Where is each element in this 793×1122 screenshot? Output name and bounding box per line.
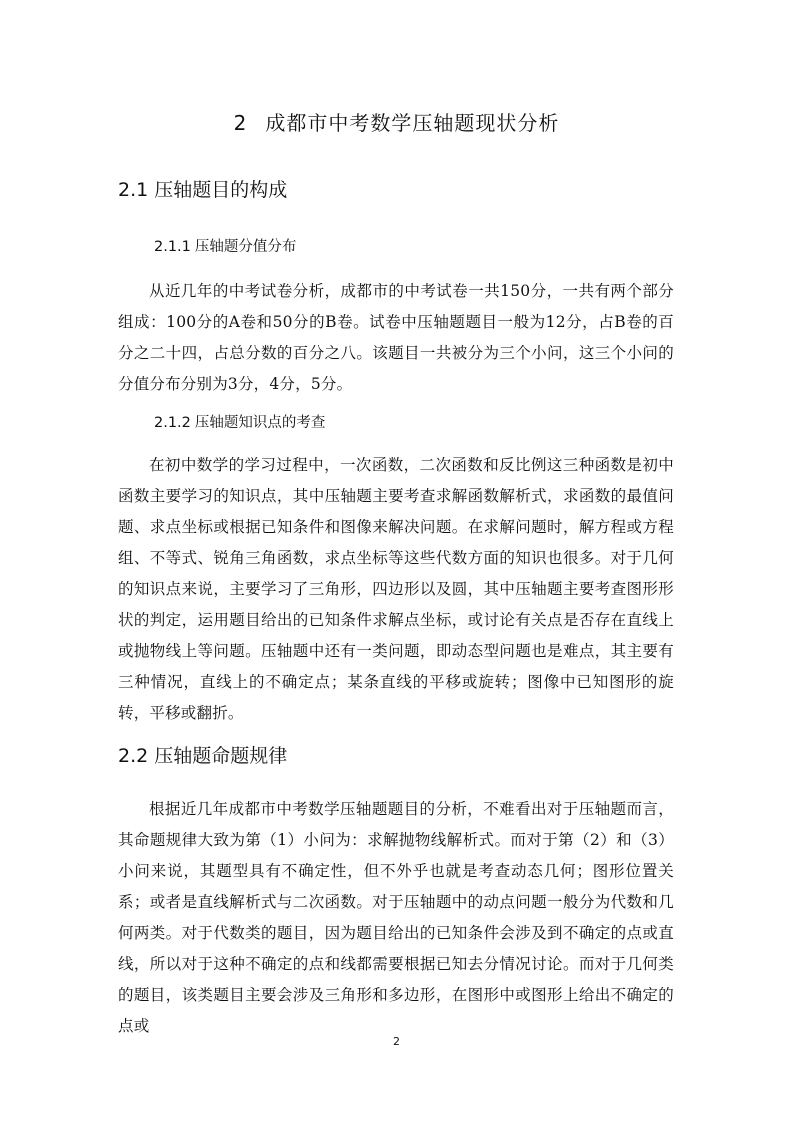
subsection-title: 压轴题知识点的考查	[194, 415, 326, 431]
subsection-heading-2-1-1	[154, 236, 296, 258]
chapter-number: 2	[233, 111, 248, 135]
paragraph-score-distribution: 从近几年的中考试卷分析，成都市的中考试卷一共150分，一共有两个部分组成：100分的A卷和50分的B卷。试卷中压轴题题目一般为12分，占B卷的百分之二十四，占总分数的百分之八。该题目一共被分为三个小问，这三个小问的分值分布分别为3分，4分，5分。	[118, 282, 674, 393]
chapter-title-text: 成都市中考数学压轴题现状分析	[265, 111, 560, 135]
page-number: 2	[393, 1035, 400, 1048]
subsection-heading-2-1-2	[154, 412, 325, 434]
paragraph-question-patterns: 根据近几年成都市中考数学压轴题题目的分析，不难看出对于压轴题而言，其命题规律大致为第（1）小问为：求解抛物线解析式。而对于第（2）和（3）小问来说，其题型具有不确定性，但不外乎也就是考查动态几何；图形位置关系；或者是直线解析式与二次函数。对于压轴题中的动点问题一般分为代数和几何两类。对于代数类的题目，因为题目给出的已知条件会涉及到不确定的点或直线，所以对于这种不确定的点和线都需要根据已知去分情况讨论。而对于几何类的题目，该类题目主要会涉及三角形和多边形，在图形中或图形上给出不确定的点或	[118, 800, 674, 1035]
section-number: 2.2	[118, 745, 149, 767]
subsection-title: 压轴题分值分布	[194, 239, 297, 255]
section-title: 压轴题命题规律	[154, 745, 288, 767]
subsection-number: 2.1.2	[154, 415, 191, 431]
paragraph-knowledge-points: 在初中数学的学习过程中，一次函数，二次函数和反比例这三种函数是初中函数主要学习的知识点，其中压轴题主要考查求解函数解析式，求函数的最值问题、求点坐标或根据已知条件和图像来解决问题。在求解问题时，解方程或方程组、不等式、锐角三角函数，求点坐标等这些代数方面的知识也很多。对于几何的知识点来说，主要学习了三角形，四边形以及圆，其中压轴题主要考查图形形状的判定，运用题目给出的已知条件求解点坐标，或讨论有关点是否存在直线上或抛物线上等问题。压轴题中还有一类问题，即动态型问题也是难点，其主要有三种情况，直线上的不确定点；某条直线的平移或旋转；图像中已知图形的旋转，平移或翻折。	[118, 456, 674, 722]
subsection-number: 2.1.1	[154, 239, 191, 255]
section-heading-2-1	[118, 176, 287, 204]
section-title: 压轴题目的构成	[154, 179, 288, 201]
section-heading-2-2	[118, 742, 287, 770]
chapter-title	[0, 108, 793, 138]
section-number: 2.1	[118, 179, 149, 201]
